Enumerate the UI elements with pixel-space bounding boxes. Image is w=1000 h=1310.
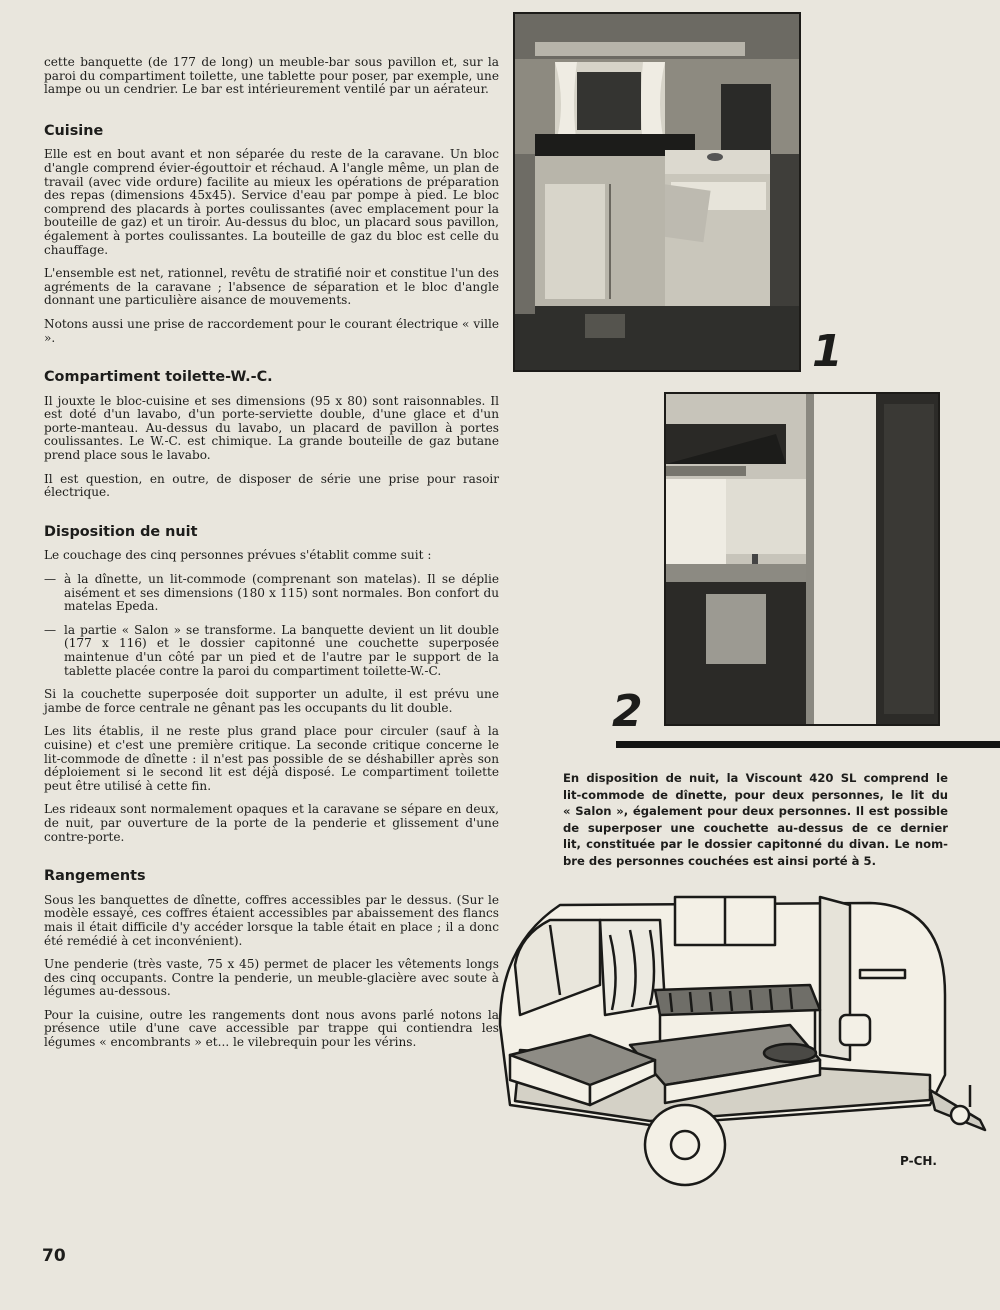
paragraph: Elle est en bout avant et non séparée du reste de la caravane. Un bloc d'angle comprend évier-égouttoir et réchaud. A l'angle même, un plan de travail (avec vide ordure) facilite au mieux les opérations de préparation des repas (dimensions 45x45). Service d'eau par pompe à pied. Le bloc comprend des placards à portes coulissantes (avec emplacement pour la bouteille de gaz) et un tiroir. Au-dessus du bloc, un placard sous pavillon, également à portes coulissantes. La bouteille de gaz du bloc est celle du chauffage. (44, 147, 499, 257)
salon-photo-image (666, 394, 938, 724)
paragraph: Les lits établis, il ne reste plus grand place pour circuler (sauf à la cuisine) et c'est une première critique. La seconde critique concerne le lit-commode de dînette : il n'est pas possible de se déshabiller après son déploiement si le second lit est déjà disposé. Le compartiment toilette peut être utilisé à cette fin. (44, 724, 499, 793)
dash-list (44, 573, 499, 678)
section-heading-cuisine: Cuisine (44, 122, 104, 139)
paragraph: Si la couchette superposée doit supporter un adulte, il est prévu une jambe de force centrale ne gênant pas les occupants du lit double. (44, 687, 499, 715)
caption-line: « Salon », également pour deux personnes. Il est possible (563, 804, 948, 818)
paragraph: Notons aussi une prise de raccordement pour le courant électrique « ville ». (44, 316, 499, 345)
photo-number-1: 1 (812, 326, 843, 377)
paragraph: Il est question, en outre, de disposer de série une prise pour rasoir électrique. (44, 471, 499, 500)
paragraph: Les rideaux sont normalement opaques et la caravane se sépare en deux, de nuit, par ouverture de la porte de la penderie et glissement d'une contre-porte. (44, 802, 499, 844)
caravan-drawing-image (490, 875, 990, 1195)
page-number: 70 (42, 1246, 66, 1266)
caption-line: En disposition de nuit, la Viscount 420 SL comprend le (563, 771, 948, 785)
artist-signature: P-CH. (900, 1154, 937, 1168)
section-heading-toilette: Compartiment toilette-W.-C. (44, 369, 273, 386)
paragraph: Pour la cuisine, outre les rangements dont nous avons parlé notons la présence utile d'une cave accessible par trappe qui contiendra les légumes « encombrants » et... le vilebrequin pour les vérins. (44, 1007, 499, 1050)
caption-line: de superposer une couchette au-dessus de ce dernier (563, 820, 948, 835)
article-text-column (44, 56, 499, 1060)
drawing-caption (563, 770, 948, 869)
section-heading-rangements: Rangements (44, 868, 146, 885)
list-item: — la partie « Salon » se transforme. La banquette devient un lit double (177 x 116) et le dossier capitonné une couchette superposée maintenue d'un côté par un pied et de l'autre par le support de la tablette placée contre la paroi du compartiment toilette-W.-C. (44, 624, 499, 678)
paragraph: Le couchage des cinq personnes prévues s'établit comme suit : (44, 548, 432, 563)
intro-paragraph: cette banquette (de 177 de long) un meuble-bar sous pavillon et, sur la paroi du compartiment toilette, une tablette pour poser, par exemple, une lampe ou un cendrier. Le bar est intérieurement ventilé par un aérateur. (44, 55, 499, 97)
caption-line: lit-commode de dînette, pour deux personnes, le lit du (563, 787, 948, 802)
paragraph: Sous les banquettes de dînette, coffres accessibles par le dessus. (Sur le modèle essayé, ces coffres étaient accessibles par abaissement des flancs mais il était difficile d'y accéder lorsque la table était en place ; il a donc été remédié à cet inconvénient). (44, 892, 499, 948)
salon-photo (664, 392, 940, 726)
caption-line: lit, constituée par le dossier capitonné du divan. Le nom- (563, 837, 948, 851)
caption-divider (616, 741, 1000, 748)
paragraph: Il jouxte le bloc-cuisine et ses dimensions (95 x 80) sont raisonnables. Il est doté d'un lavabo, d'un porte-serviette double, d'une glace et d'un porte-manteau. Au-dessus du lavabo, un placard de pavillon à portes coulissantes. Le W.-C. est chimique. La grande bouteille de gaz butane prend place sous le lavabo. (44, 393, 499, 463)
section-heading-nuit: Disposition de nuit (44, 523, 198, 540)
list-item: — à la dînette, un lit-commode (comprenant son matelas). Il se déplie aisément et ses dimensions (180 x 115) sont normales. Bon confort du matelas Epeda. (44, 573, 499, 614)
photo-number-2: 2 (612, 686, 643, 737)
caravan-cutaway-drawing (490, 875, 990, 1195)
kitchen-photo (513, 12, 801, 372)
kitchen-photo-image (515, 14, 799, 370)
paragraph: L'ensemble est net, rationnel, revêtu de stratifié noir et constitue l'un des agréments de la caravane ; l'absence de séparation et le bloc d'angle donnant une particulière aisance de mouvements. (44, 266, 499, 308)
caption-line: bre des personnes couchées est ainsi porté à 5. (563, 853, 877, 868)
paragraph: Une penderie (très vaste, 75 x 45) permet de placer les vêtements longs des cinq occupants. Contre la penderie, un meuble-glacière avec soute à légumes au-dessous. (44, 957, 499, 999)
